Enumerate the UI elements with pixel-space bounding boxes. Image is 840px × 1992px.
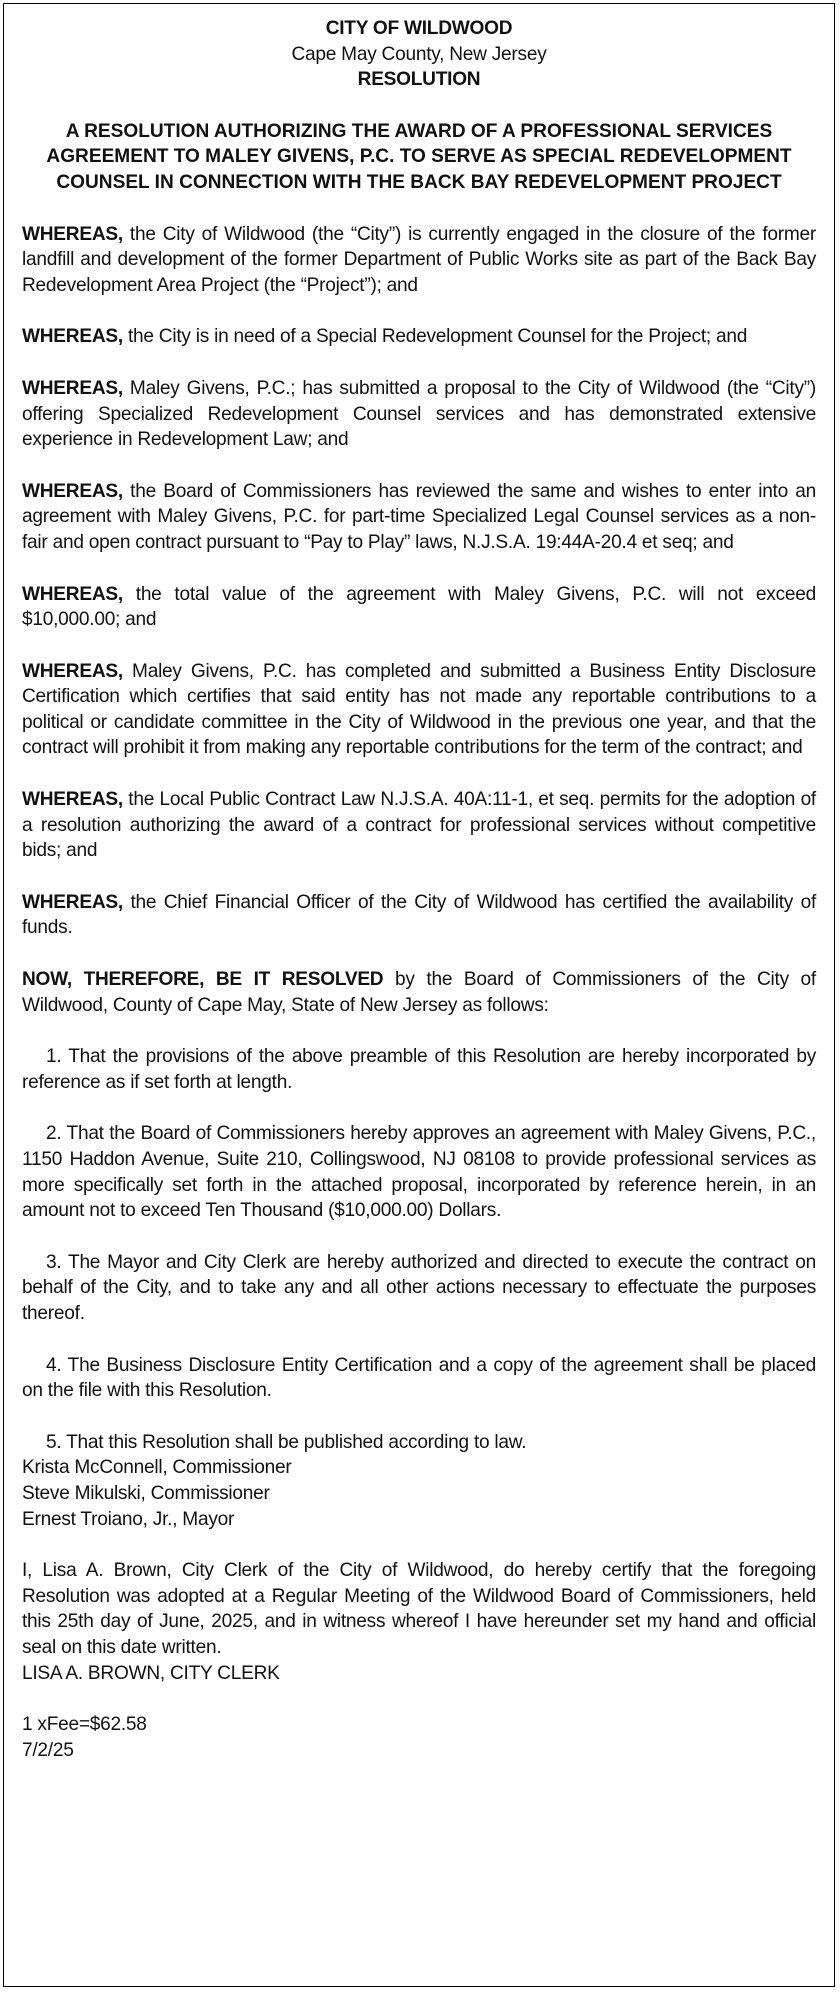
publication-date: 7/2/25 (22, 1739, 74, 1761)
whereas-clause: WHEREAS, the total value of the agreement with Maley Givens, P.C. will not exceed $10,000.00; and (22, 583, 816, 631)
whereas-clause: WHEREAS, the City of Wildwood (the “City”) is currently engaged in the closure of the former landfill and development of the former Department of Public Works site as part of the Back Bay Redevelopment Area Project (the “Project”); and (22, 223, 816, 296)
resolution-item: 1. That the provisions of the above preamble of this Resolution are hereby incorporated by reference as if set forth at length. (22, 1046, 816, 1093)
whereas-clause: WHEREAS, the Chief Financial Officer of the City of Wildwood has certified the availability of funds. (22, 891, 816, 939)
whereas-clause: WHEREAS, Maley Givens, P.C.; has submitted a proposal to the City of Wildwood (the “City”) offering Specialized Redevelopment Counsel services and has demonstrated extensive experience in Redevelopment Law; and (22, 377, 816, 451)
legal-notice (3, 3, 835, 1987)
city-name: CITY OF WILDWOOD (325, 18, 513, 39)
resolution-item: 2. That the Board of Commissioners hereby approves an agreement with Maley Givens, P.C., 1150 Haddon Avenue, Suite 210, Collingswood, NJ 08108 to provide professional services as more specifically set forth in the attached proposal, incorporated by reference herein, in an amount not to exceed Ten Thousand ($10,000.00) Dollars. (22, 1123, 816, 1222)
resolution-title: A RESOLUTION AUTHORIZING THE AWARD OF A PROFESSIONAL SERVICES AGREEMENT TO MALEY GIVENS, P.C. TO SERVE AS SPECIAL REDEVELOPMENT COUNSEL IN CONNECTION WITH THE BACK BAY REDEVELOPMENT PROJECT (46, 120, 792, 193)
resolution-item: 3. The Mayor and City Clerk are hereby authorized and directed to execute the contract on behalf of the City, and to take any and all other actions necessary to effectuate the purposes thereof. (22, 1251, 816, 1324)
whereas-clause: WHEREAS, the Local Public Contract Law N.J.S.A. 40A:11-1, et seq. permits for the adoption of a resolution authorizing the award of a contract for professional services without competitive bids; and (22, 789, 816, 862)
county-line: Cape May County, New Jersey (291, 43, 547, 65)
signatory: Krista McConnell, Commissioner (22, 1457, 292, 1479)
whereas-clause: WHEREAS, the City is in need of a Special Redevelopment Counsel for the Project; and (22, 326, 748, 348)
fee-line: 1 xFee=$62.58 (22, 1714, 147, 1736)
resolution-item: 5. That this Resolution shall be published according to law. (46, 1431, 527, 1453)
document-type: RESOLUTION (357, 69, 481, 91)
whereas-clause: WHEREAS, Maley Givens, P.C. has completed and submitted a Business Entity Disclosure Certification which certifies that said entity has not made any reportable contributions to a political or candidate committee in the City of Wildwood in the previous one year, and that the contract will prohibit it from making any reportable contributions for the term of the contract; and (22, 660, 816, 759)
resolved-clause: NOW, THEREFORE, BE IT RESOLVED by the Board of Commissioners of the City of Wildwood, County of Cape May, State of New Jersey as follows: (22, 969, 816, 1016)
resolution-item: 4. The Business Disclosure Entity Certification and a copy of the agreement shall be placed on the file with this Resolution. (22, 1354, 816, 1402)
signatory: Steve Mikulski, Commissioner (22, 1482, 270, 1504)
whereas-clause: WHEREAS, the Board of Commissioners has reviewed the same and wishes to enter into an agreement with Maley Givens, P.C. for part-time Specialized Legal Counsel services as a non-fair and open contract pursuant to “Pay to Play” laws, N.J.S.A. 19:44A-20.4 et seq; and (22, 480, 816, 553)
signatory: Ernest Troiano, Jr., Mayor (22, 1508, 235, 1530)
clerk-certification: I, Lisa A. Brown, City Clerk of the City of Wildwood, do hereby certify that the foregoing Resolution was adopted at a Regular Meeting of the Wildwood Board of Commissioners, held this 25th day of June, 2025, and in witness whereof I have hereunder set my hand and official seal on this date written. (22, 1560, 816, 1658)
clerk-signature: LISA A. BROWN, CITY CLERK (22, 1662, 280, 1684)
